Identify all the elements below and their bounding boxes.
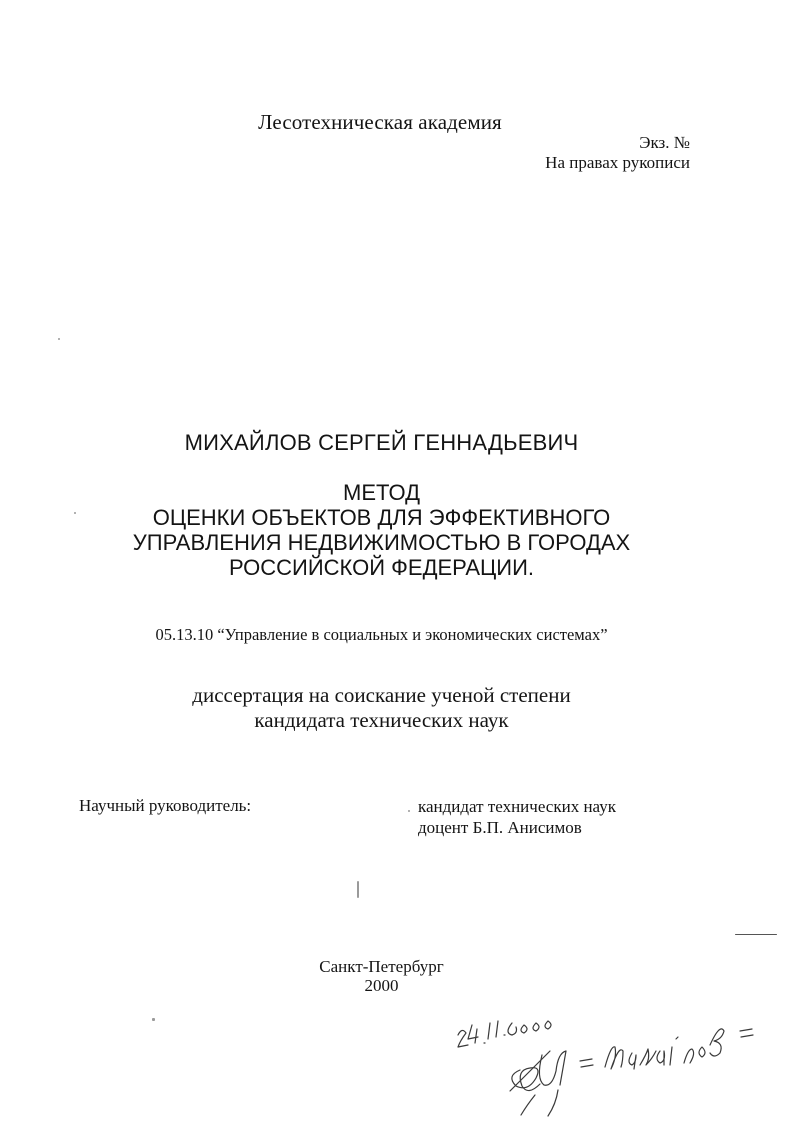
title-line: ОЦЕНКИ ОБЪЕКТОВ ДЛЯ ЭФФЕКТИВНОГО [152,505,611,530]
dissertation-title [0,480,763,580]
copy-number-label: Экз. № [639,133,690,152]
institution-name: Лесотехническая академия [258,110,502,134]
supervisor-line: доцент Б.П. Анисимов [418,818,582,837]
supervisor-details [418,796,616,838]
supervisor-line: кандидат технических наук [418,797,616,816]
scan-speck [58,338,60,340]
manuscript-rights-label: На правах рукописи [545,153,690,172]
city: Санкт-Петербург [319,957,444,976]
scan-speck [408,810,410,812]
specialty-code: 05.13.10 “Управление в социальных и экономических системах” [155,625,608,644]
scan-speck [735,934,777,935]
scan-speck [152,1018,155,1021]
title-line: УПРАВЛЕНИЯ НЕДВИЖИМОСТЬЮ В ГОРОДАХ [132,530,631,555]
author-name: МИХАЙЛОВ СЕРГЕЙ ГЕННАДЬЕВИЧ [184,430,579,455]
title-line: РОССИЙСКОЙ ФЕДЕРАЦИИ. [228,555,535,580]
degree-statement [0,683,763,733]
year: 2000 [364,976,399,995]
supervisor-label: Научный руководитель: [79,796,252,815]
scan-speck [74,512,76,514]
handwritten-signature [440,995,770,1120]
degree-line: кандидата технических наук [254,708,509,732]
degree-line: диссертация на соискание ученой степени [192,683,571,707]
scan-speck [357,881,359,898]
title-line: МЕТОД [343,480,420,505]
